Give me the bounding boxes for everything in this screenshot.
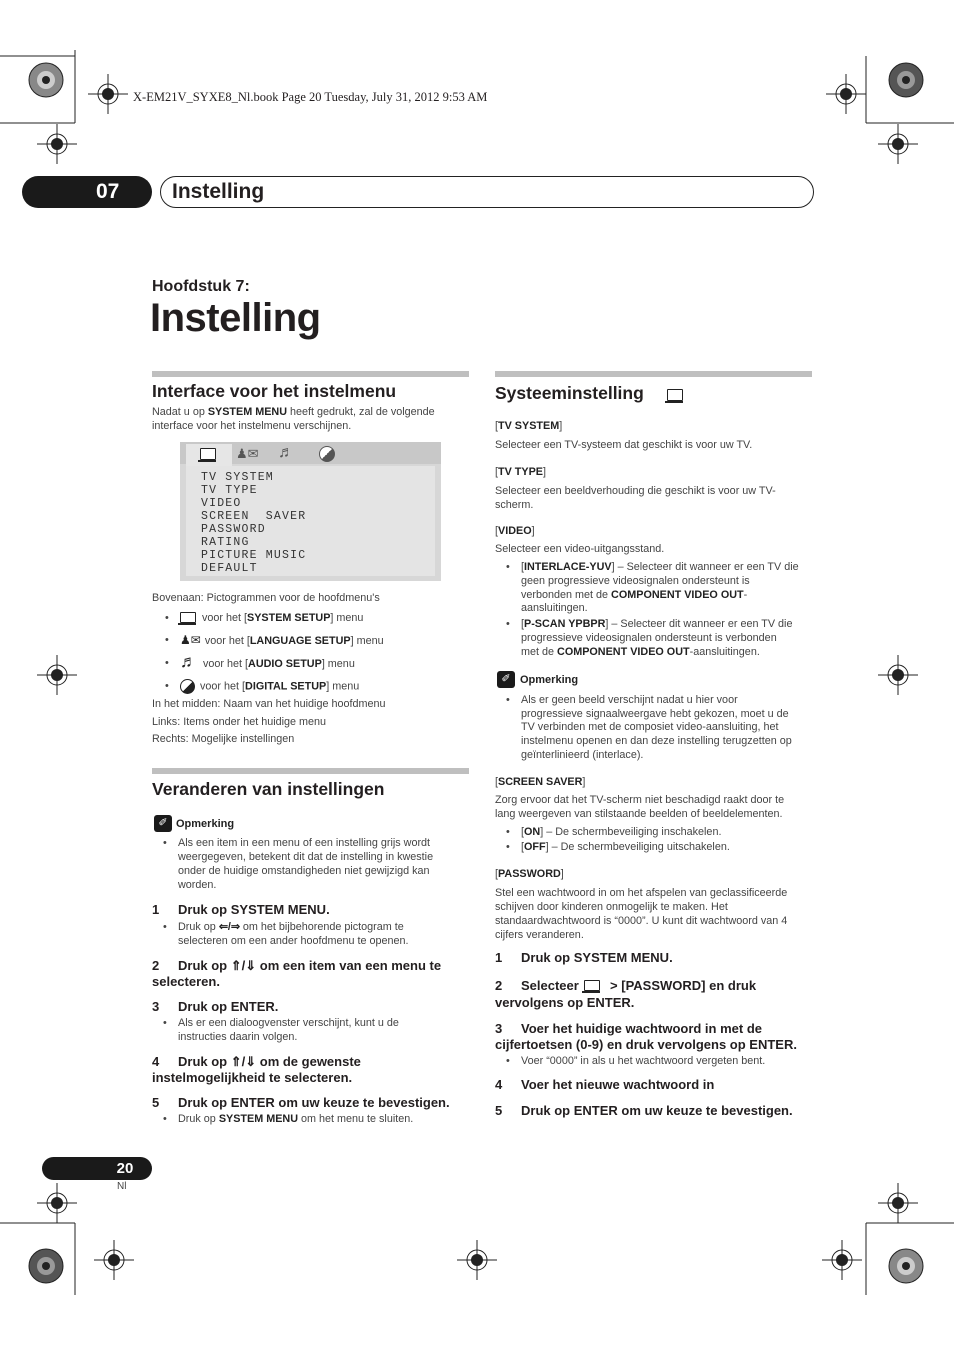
section-rule (495, 371, 812, 377)
list-item: • ♬ voor het [AUDIO SETUP] menu (180, 656, 355, 671)
note-label: Opmerking (520, 674, 579, 686)
step-3: 3 Druk op ENTER. (152, 999, 279, 1014)
section-title-veranderen: Veranderen van instellingen (152, 779, 385, 799)
note-icon: ✐ (497, 671, 515, 688)
note-icon: ✐ (154, 815, 172, 832)
note-line: progressieve signaalweergave hebt gekozen, moet u de (521, 708, 789, 720)
step-1-bullet: • Druk op ⇐/⇒ om het bijbehorende pictogram te (178, 920, 404, 934)
option-desc: standaardwachtwoord is “0000”. U kunt dit wachtwoord van 4 (495, 915, 788, 927)
option-desc: scherm. (495, 499, 534, 511)
screen-saver-on: • [ON] – De schermbeveiliging inschakelen. (521, 825, 721, 839)
registration-mark-icon (822, 1240, 862, 1280)
note-line: weergegeven, betekent dit dat de instelling in kwestie (178, 851, 434, 863)
menu-item: PICTURE MUSIC (201, 549, 307, 562)
caption-midden: In het midden: Naam van het huidige hoofdmenu (152, 698, 386, 710)
option-video: [VIDEO] (495, 525, 535, 537)
option-desc: Zorg ervoor dat het TV-scherm niet beschadigd raakt door te (495, 794, 785, 806)
option-desc: Selecteer een beeldverhouding die geschikt is voor uw TV- (495, 485, 776, 497)
registration-mark-icon (457, 1240, 497, 1280)
option-desc: schijven door kinderen onmogelijk te maken. Het (495, 901, 728, 913)
registration-mark-icon (878, 1183, 918, 1223)
chapter-number: 07 (96, 180, 120, 203)
caption-bovenaan: Bovenaan: Pictogrammen voor de hoofdmenu's (152, 592, 380, 604)
system-setup-icon (584, 980, 600, 993)
menu-item: DEFAULT (201, 562, 258, 575)
registration-mark-icon (878, 124, 918, 164)
video-option-line: verbonden met de COMPONENT VIDEO OUT- (521, 589, 748, 601)
arrow-up-down-icon: ⇑/⇓ (230, 1054, 257, 1069)
note-line: TV verbinden met de composiet video-aansluiting, het (521, 721, 779, 733)
step-1: 1 Druk op SYSTEM MENU. (152, 902, 330, 917)
password-step-3-line: cijfertoetsen (0-9) en druk vervolgens op ENTER. (495, 1037, 797, 1052)
option-desc: Selecteer een video-uitgangsstand. (495, 543, 665, 555)
registration-mark-icon (88, 74, 128, 114)
password-step-2: 2 Selecteer > [PASSWORD] en druk (495, 978, 757, 993)
option-screen-saver: [SCREEN SAVER] (495, 776, 586, 788)
digital-setup-icon (180, 679, 195, 694)
password-step-1: 1 Druk op SYSTEM MENU. (495, 950, 673, 965)
note-label: Opmerking (176, 818, 235, 830)
option-tv-system: [TV SYSTEM] (495, 420, 563, 432)
caption-links: Links: Items onder het huidige menu (152, 716, 327, 728)
menu-item: TV SYSTEM (201, 471, 274, 484)
step-3-bullet-line: instructies daarin volgen. (178, 1031, 298, 1043)
screen-saver-off: • [OFF] – De schermbeveiliging uitschakelen. (521, 840, 730, 854)
option-tv-type: [TV TYPE] (495, 466, 546, 478)
option-desc: Selecteer een TV-systeem dat geschikt is voor uw TV. (495, 439, 753, 451)
arrow-up-down-icon: ⇑/⇓ (230, 958, 257, 973)
language-setup-icon: ♟✉ (236, 446, 259, 461)
chapter-label: Hoofdstuk 7: (152, 278, 250, 295)
note-item: • Als een item in een menu of een instelling grijs wordt (178, 836, 430, 850)
step-2-line: selecteren. (152, 974, 220, 989)
intro-text: Nadat u op SYSTEM MENU heeft gedrukt, zal de volgende (152, 406, 435, 418)
video-option-interlace: • [INTERLACE-YUV] – Selecteer dit wanneer er een TV die (521, 560, 799, 574)
video-option-line: geen progressieve videosignalen ondersteunt is (521, 575, 750, 587)
intro-text-2: interface voor het instelmenu verschijnen. (152, 420, 352, 432)
menu-item: PASSWORD (201, 523, 266, 536)
registration-mark-icon (878, 655, 918, 695)
step-5: 5 Druk op ENTER om uw keuze te bevestigen. (152, 1095, 450, 1110)
step-1-bullet-line: selecteren om een ander hoofdmenu te openen. (178, 935, 409, 947)
page-title: Instelling (150, 296, 321, 340)
registration-mark-icon (37, 1183, 77, 1223)
caption-rechts: Rechts: Mogelijke instellingen (152, 733, 295, 745)
color-wheel-icon (26, 60, 66, 100)
color-wheel-icon (886, 1246, 926, 1286)
option-desc: lang weergeven van stilstaande beelden of beeldelementen. (495, 808, 783, 820)
audio-setup-icon: ♬ (180, 652, 197, 671)
arrow-left-right-icon: ⇐/⇒ (218, 921, 240, 933)
note-line: instelmenu openen en dan deze instelling terugzetten op (521, 735, 792, 747)
registration-mark-icon (37, 124, 77, 164)
page-language: Nl (117, 1181, 127, 1192)
step-4: 4 Druk op ⇑/⇓ om de gewenste (152, 1054, 361, 1069)
option-desc: Stel een wachtwoord in om het afspelen van geclassificeerde (495, 887, 788, 899)
audio-setup-icon: ♬ (278, 444, 294, 461)
system-setup-icon (200, 448, 216, 462)
list-item: • voor het [SYSTEM SETUP] menu (180, 611, 363, 625)
video-option-line: progressieve videosignalen ondersteunt is verbonden (521, 632, 777, 644)
note-line: worden. (178, 879, 217, 891)
note-line: onder de huidige omstandigheden niet gewijzigd kan (178, 865, 430, 877)
password-step-2-line: vervolgens op ENTER. (495, 995, 635, 1010)
step-5-bullet: • Druk op SYSTEM MENU om het menu te sluiten. (178, 1112, 413, 1126)
section-rule (152, 371, 469, 377)
registration-mark-icon (94, 1240, 134, 1280)
chapter-title: Instelling (172, 180, 265, 203)
language-setup-icon: ♟✉ (180, 633, 201, 647)
menu-item: RATING (201, 536, 250, 549)
registration-mark-icon (37, 655, 77, 695)
menu-item: VIDEO (201, 497, 242, 510)
menu-item: SCREEN SAVER (201, 510, 307, 523)
password-step-5: 5 Druk op ENTER om uw keuze te bevestigen. (495, 1103, 793, 1118)
section-rule (152, 768, 469, 774)
color-wheel-icon (886, 60, 926, 100)
system-setup-icon (667, 389, 683, 403)
option-desc: cijfers veranderen. (495, 929, 584, 941)
list-item: • ♟✉ voor het [LANGUAGE SETUP] menu (180, 633, 384, 648)
option-password: [PASSWORD] (495, 868, 564, 880)
system-setup-icon (180, 612, 196, 625)
color-wheel-icon (26, 1246, 66, 1286)
section-title-systeem: Systeeminstelling (495, 383, 644, 403)
list-item: • voor het [DIGITAL SETUP] menu (180, 679, 359, 694)
digital-setup-icon (319, 446, 335, 462)
password-step-3: 3 Voer het huidige wachtwoord in met de (495, 1021, 763, 1036)
menu-item: TV TYPE (201, 484, 258, 497)
step-4-line: instelmogelijkheid te selecteren. (152, 1070, 353, 1085)
password-step-4: 4 Voer het nieuwe wachtwoord in (495, 1077, 715, 1092)
registration-mark-icon (826, 74, 866, 114)
password-step-3-bullet: • Voer “0000” in als u het wachtwoord vergeten bent. (521, 1054, 765, 1068)
video-option-pscan: • [P-SCAN YPBPR] – Selecteer dit wanneer er een TV die (521, 617, 792, 631)
step-3-bullet: • Als er een dialoogvenster verschijnt, kunt u de (178, 1016, 399, 1030)
note-line: geïnterlinieerd (interlace). (521, 749, 644, 761)
page-number: 20 (116, 1160, 134, 1177)
video-option-line: met de COMPONENT VIDEO OUT-aansluitingen. (521, 646, 760, 658)
note-item: • Als er geen beeld verschijnt nadat u hier voor (521, 693, 738, 707)
step-2: 2 Druk op ⇑/⇓ om een item van een menu te (152, 958, 442, 973)
file-info-line: X-EM21V_SYXE8_Nl.book Page 20 Tuesday, July 31, 2012 9:53 AM (133, 90, 488, 104)
video-option-line: aansluitingen. (521, 602, 588, 614)
section-title-interface: Interface voor het instelmenu (152, 381, 397, 401)
